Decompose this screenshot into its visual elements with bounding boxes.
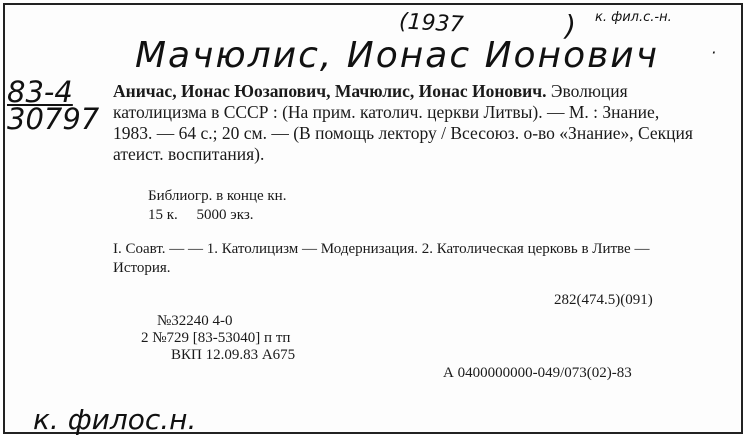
- handwritten-author-name: Мачюлис, Ионас Ионович: [135, 35, 659, 76]
- ink-dot: ·: [711, 43, 717, 62]
- vkp-line: ВКП 12.09.83 А675: [171, 347, 296, 363]
- handwritten-bottom-note: к. филос.н.: [33, 403, 197, 436]
- price-copies: [148, 206, 254, 224]
- print-number: 2 №729 [83-53040] п тп: [141, 330, 291, 346]
- call-number-top: 83-4: [7, 75, 73, 109]
- entry-main: [113, 81, 697, 165]
- biblio-note: Библиогр. в конце кн.: [148, 188, 287, 204]
- entry-text: Эволюция католицизма в СССР : (На прим. католич. церкви Литвы). — М. : Знание, 1983. — 64 с.; 20 см. — (В помощь лектору / Всесоюз. о-во «Знание», Секция атеист. воспитания).: [113, 81, 693, 164]
- subject-headings: I. Соавт. — — 1. Католицизм — Модернизация. 2. Католическая церковь в Литве — История.: [113, 241, 650, 276]
- entry-authors: Аничас, Ионас Юозапович, Мачюлис, Ионас Ионович.: [113, 81, 547, 101]
- catalog-card: [3, 3, 743, 434]
- handwritten-degree-note: к. фил.с.-н.: [595, 10, 672, 25]
- call-number-bottom: 30797: [7, 102, 100, 136]
- registry-number: №32240 4-0: [157, 313, 233, 329]
- classification-index: 282(474.5)(091): [554, 292, 653, 308]
- copies: 5000 экз.: [196, 207, 254, 223]
- card-code: А 0400000000-049/073(02)-83: [443, 365, 632, 381]
- price: 15 к.: [148, 207, 178, 223]
- handwritten-paren: ): [565, 9, 576, 42]
- handwritten-year: (1937: [398, 9, 465, 38]
